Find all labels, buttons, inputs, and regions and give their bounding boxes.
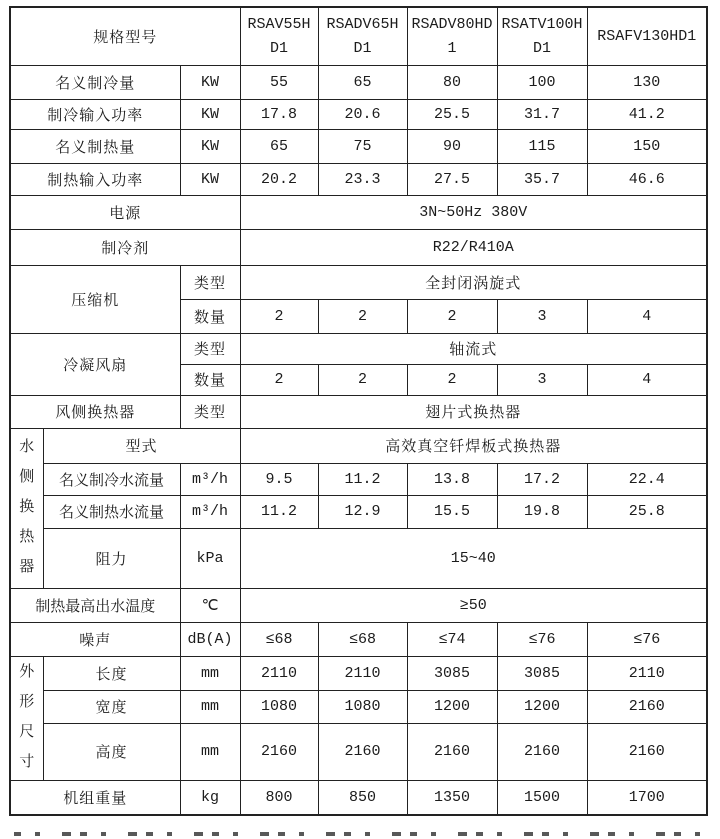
row-label: 制热最高出水温度 [10,588,180,622]
sub-label-type: 型式 [43,428,240,463]
row-label: 名义制热量 [10,129,180,163]
row-label: 制冷剂 [10,229,240,265]
header-title: 规格型号 [10,7,240,65]
value-cell: 1080 [240,690,318,723]
value-cell: 17.8 [240,99,318,129]
value-cell: 3085 [497,656,587,690]
value-cell: 2 [407,364,497,395]
unit-label: m³/h [180,463,240,495]
model-col-2 [318,7,407,65]
value-cell: 3 [497,364,587,395]
row-cooling-input [10,99,707,129]
value-cell: 2160 [587,723,707,780]
group-label-compressor: 压缩机 [10,265,180,333]
row-label: 风侧换热器 [10,395,180,428]
merged-value: 3N~50Hz 380V [240,195,707,229]
row-label: 噪声 [10,622,180,656]
value-cell: 23.3 [318,163,407,195]
value-cell: 2110 [318,656,407,690]
merged-value: 轴流式 [240,333,707,364]
row-heating-water-flow [10,495,707,528]
value-cell: 19.8 [497,495,587,528]
row-refrigerant [10,229,707,265]
value-cell: 150 [587,129,707,163]
row-label: 阻力 [43,528,180,588]
value-cell: 20.2 [240,163,318,195]
unit-label: mm [180,690,240,723]
value-cell: 2 [240,364,318,395]
value-cell: 2 [318,364,407,395]
model-name-line2: D1 [353,39,372,57]
group-label-water-hx: 水侧换热器 [10,428,43,588]
row-water-resistance [10,528,707,588]
row-label: 高度 [43,723,180,780]
value-cell: 3 [497,299,587,333]
row-label: 名义制冷量 [10,65,180,99]
unit-label: KW [180,65,240,99]
row-label: 制冷输入功率 [10,99,180,129]
model-name-line1: RSADV65H [326,15,399,33]
value-cell: 55 [240,65,318,99]
model-name-line1: RSADV80HD [411,15,493,33]
sub-label-qty: 数量 [180,364,240,395]
sub-label-type: 类型 [180,265,240,299]
merged-value: 15~40 [240,528,707,588]
row-power-supply [10,195,707,229]
unit-label: dB(A) [180,622,240,656]
unit-label: KW [180,163,240,195]
merged-value: 翅片式换热器 [240,395,707,428]
value-cell: 800 [240,780,318,815]
value-cell: 25.5 [407,99,497,129]
merged-value: ≥50 [240,588,707,622]
value-cell: 1700 [587,780,707,815]
value-cell: 2110 [240,656,318,690]
value-cell: 100 [497,65,587,99]
sub-label-type: 类型 [180,333,240,364]
row-label: 电源 [10,195,240,229]
model-name-line2: D1 [270,39,289,57]
value-cell: 65 [240,129,318,163]
row-air-side-hx [10,395,707,428]
value-cell: 46.6 [587,163,707,195]
row-cooling-capacity [10,65,707,99]
value-cell: 15.5 [407,495,497,528]
model-name-line2: 1 [447,39,457,57]
model-col-5: RSAFV130HD1 [587,7,707,65]
row-label: 长度 [43,656,180,690]
unit-label: KW [180,129,240,163]
unit-label: m³/h [180,495,240,528]
value-cell: ≤76 [587,622,707,656]
value-cell: 1350 [407,780,497,815]
value-cell: 4 [587,364,707,395]
value-cell: 2160 [587,690,707,723]
row-water-hx-type [10,428,707,463]
value-cell: 25.8 [587,495,707,528]
group-label-fan: 冷凝风扇 [10,333,180,395]
unit-label: ℃ [180,588,240,622]
value-cell: 1200 [497,690,587,723]
row-label: 制热输入功率 [10,163,180,195]
row-label: 宽度 [43,690,180,723]
value-cell: ≤76 [497,622,587,656]
value-cell: ≤74 [407,622,497,656]
value-cell: 1080 [318,690,407,723]
unit-label: mm [180,656,240,690]
value-cell: 75 [318,129,407,163]
sub-label-type: 类型 [180,395,240,428]
group-label-dimensions: 外形尺寸 [10,656,43,780]
value-cell: 9.5 [240,463,318,495]
value-cell: 80 [407,65,497,99]
row-max-outlet-temp [10,588,707,622]
value-cell: 115 [497,129,587,163]
value-cell: 35.7 [497,163,587,195]
value-cell: 3085 [407,656,497,690]
model-name-line1: RSAV55H [247,15,311,33]
value-cell: 2 [318,299,407,333]
row-unit-weight [10,780,707,815]
value-cell: ≤68 [318,622,407,656]
model-name-line2: D1 [533,39,552,57]
row-compressor-type [10,265,707,299]
spec-table [9,6,708,816]
value-cell: 65 [318,65,407,99]
row-dim-width [10,690,707,723]
model-name-line1: RSATV100H [501,15,583,33]
value-cell: 11.2 [240,495,318,528]
value-cell: 13.8 [407,463,497,495]
model-col-4 [497,7,587,65]
value-cell: 2 [240,299,318,333]
value-cell: 1500 [497,780,587,815]
value-cell: 2160 [240,723,318,780]
merged-value: 高效真空钎焊板式换热器 [240,428,707,463]
value-cell: 17.2 [497,463,587,495]
value-cell: 12.9 [318,495,407,528]
merged-value: R22/R410A [240,229,707,265]
value-cell: 2160 [497,723,587,780]
value-cell: 2 [407,299,497,333]
value-cell: 2110 [587,656,707,690]
value-cell: 11.2 [318,463,407,495]
row-heating-input [10,163,707,195]
value-cell: 2160 [407,723,497,780]
value-cell: 4 [587,299,707,333]
value-cell: 22.4 [587,463,707,495]
value-cell: 130 [587,65,707,99]
merged-value: 全封闭涡旋式 [240,265,707,299]
row-label: 机组重量 [10,780,180,815]
header-row [10,7,707,65]
value-cell: 90 [407,129,497,163]
row-heating-capacity [10,129,707,163]
row-dim-length [10,656,707,690]
value-cell: 2160 [318,723,407,780]
value-cell: 1200 [407,690,497,723]
model-col-3 [407,7,497,65]
unit-label: kg [180,780,240,815]
unit-label: kPa [180,528,240,588]
value-cell: 20.6 [318,99,407,129]
value-cell: 31.7 [497,99,587,129]
row-label: 名义制冷水流量 [43,463,180,495]
unit-label: KW [180,99,240,129]
row-fan-type [10,333,707,364]
sub-label-qty: 数量 [180,299,240,333]
row-noise [10,622,707,656]
row-cooling-water-flow [10,463,707,495]
value-cell: 850 [318,780,407,815]
model-col-1 [240,7,318,65]
value-cell: 41.2 [587,99,707,129]
row-dim-height [10,723,707,780]
value-cell: 27.5 [407,163,497,195]
unit-label: mm [180,723,240,780]
value-cell: ≤68 [240,622,318,656]
row-label: 名义制热水流量 [43,495,180,528]
